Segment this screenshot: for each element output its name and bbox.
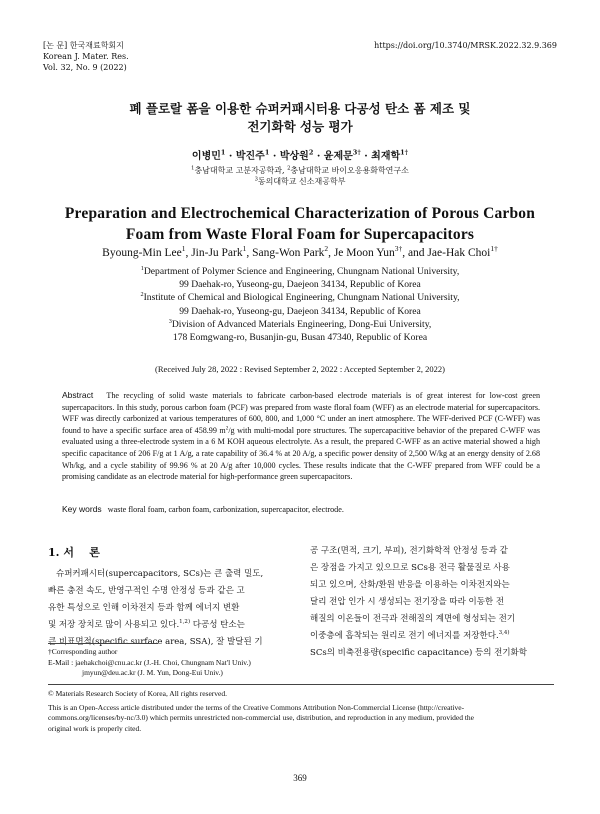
english-title <box>20 203 580 245</box>
affiliation-1-line2: 99 Daehak-ro, Yuseong-gu, Daejeon 34134, Republic of Korea <box>179 279 421 291</box>
abstract-block <box>62 390 540 483</box>
body-line: 이중층에 흡착되는 원리로 전기 에너지를 저장한다.$^{3,4)}$ <box>310 630 510 641</box>
body-line: 빠른 충전 속도, 반영구적인 수명 안정성 등과 같은 고 <box>48 586 245 596</box>
license-line: original work is properly cited. <box>48 723 142 733</box>
corresponding-footnote <box>48 647 308 679</box>
body-line: 및 저장 장치로 많이 사용되고 있다.$^{1,2)}$ 다공성 탄소는 <box>48 619 245 630</box>
affiliation-3-line1: $^3$Division of Advanced Materials Engineering, Dong-Eui University, <box>168 317 432 330</box>
page-number: 369 <box>293 773 307 783</box>
body-line: 슈퍼커패시터(supercapacitors, SCs)는 큰 출력 밀도, <box>56 569 264 579</box>
english-affiliations <box>30 265 570 344</box>
license-block <box>48 689 554 734</box>
body-line: 되고 있으며, 산화/환원 반응을 이용하는 이차전지와는 <box>310 580 510 590</box>
abstract-label: Abstract <box>62 390 94 400</box>
email-line-2: jmyun@deu.ac.kr (J. M. Yun, Dong-Eui Univ.) <box>82 668 223 677</box>
license-line: commons.org/licenses/by-nc/3.0) which permits unrestricted non-commercial use, distribution, and reproduction in any medium, provided the <box>48 713 475 722</box>
journal-name: Korean J. Mater. Res. <box>43 52 129 61</box>
corresponding-author-label: †Corresponding author <box>48 647 118 656</box>
korean-title-line2: 전기화학 성능 평가 <box>247 119 353 134</box>
copyright-line: © Materials Research Society of Korea, All rights reserved. <box>48 689 227 698</box>
received-dates: (Received July 28, 2022 : Revised September 2, 2022 : Accepted September 2, 2022) <box>155 364 445 374</box>
english-title-line2: Foam from Waste Floral Foam for Supercapacitors <box>125 226 475 243</box>
affiliation-3-line2: 178 Eomgwang-ro, Busanjin-gu, Busan 47340, Republic of Korea <box>172 332 428 344</box>
korean-authors: 이병민$^1$ · 박진주$^1$ · 박상원$^2$ · 윤제문$^{3\dagger}$ · 최재학$^{1\dagger}$ <box>191 148 409 162</box>
english-authors: Byoung-Min Lee$^1$, Jin-Ju Park$^1$, Sang-Won Park$^2$, Je Moon Yun$^{3\dagger}$, and Jae-Hak Choi$^{1\dagger}$ <box>102 244 498 259</box>
korean-affiliations <box>30 165 570 187</box>
license-divider <box>48 684 554 685</box>
body-right-column <box>310 543 554 662</box>
keywords-text: waste floral foam, carbon foam, carbonization, supercapacitor, electrode. <box>107 505 344 514</box>
email-line-1: E-Mail : jaehakchoi@cnu.ac.kr (J.-H. Choi, Chungnam Nat'l Univ.) <box>48 657 251 667</box>
footnote-divider <box>48 643 158 644</box>
body-line: SCs의 비축전용량(specific capacitance) 등의 전기화학 <box>310 648 527 658</box>
body-left-column <box>48 566 290 651</box>
korean-title-line1: 폐 플로랄 폼을 이용한 슈퍼커패시터용 다공성 탄소 폼 제조 및 <box>129 101 471 116</box>
license-line: This is an Open-Access article distributed under the terms of the Creative Commons Attribution Non-Commercial License (http://creative- <box>48 702 465 712</box>
body-line: 해질의 이온들이 전극과 전해질의 계면에 형성되는 전기 <box>310 614 516 624</box>
affiliation-1-line1: $^1$Department of Polymer Science and Engineering, Chungnam National University, <box>140 264 460 277</box>
korean-affiliation-1: $^1$충남대학교 고분자공학과, $^2$충남대학교 바이오응용화학연구소 <box>191 165 409 175</box>
english-title-line1: Preparation and Electrochemical Characterization of Porous Carbon <box>64 205 536 222</box>
article-type-label: [논 문] 한국재료학회지 <box>43 41 124 50</box>
keywords-label: Key words <box>62 504 102 514</box>
affiliation-2-line1: $^2$Institute of Chemical and Biological Engineering, Chungnam National University, <box>140 291 460 304</box>
volume-info: Vol. 32, No. 9 (2022) <box>43 63 127 72</box>
section-heading-introduction: 1. 서 론 <box>48 546 100 559</box>
journal-header <box>43 40 243 73</box>
affiliation-2-line2: 99 Daehak-ro, Yuseong-gu, Daejeon 34134, Republic of Korea <box>179 305 421 317</box>
body-line: 유한 특성으로 인해 이차전지 등과 함께 에너지 변환 <box>48 603 240 613</box>
body-line: 공 구조(면적, 크기, 부피), 전기화학적 안정성 등과 같 <box>310 546 508 556</box>
abstract-text: The recycling of solid waste materials to fabricate carbon-based electrode materials is of great interest for low-cost green supercapacitors. In this study, porous carbon foam (PCF) was prepared from waste floral foam (WFF) as an electrode material for supercapacitors. WFF was directly carbonized at various temperatures of 600, 800, and 1,000 °C under an inert atmosphere. The WFF-derived PCF (C-WFF) was found to have a specific surface area of 458.99 $m^2/g$ with multi-modal pore structures. The supercapacitive behavior of the prepared C-WFF was evaluated using a three-electrode system in a 6 M KOH aqueous electrolyte. As a result, the prepared C-WFF as an active material showed a high specific capacitance of 206 F/g at 1 A/g, a rate capability of 36.4 % at 20 A/g, a specific power density of 2,500 W/kg at an energy density of 2.68 Wh/kg, and a cycle stability of 99.96 % at 20 A/g after 10,000 cycles. These results indicate that the C-WFF prepared from WFF could be a promising candidate as an electrode material for high-performance green supercapacitors. <box>62 391 541 482</box>
body-line: 달리 전압 인가 시 생성되는 전기장을 따라 이동한 전 <box>310 597 505 607</box>
keywords-block <box>62 504 540 514</box>
body-line: 은 장점을 가지고 있으므로 SCs용 전극 활물질로 사용 <box>310 563 510 573</box>
korean-title <box>30 100 570 136</box>
korean-affiliation-2: $^3$동의대학교 신소재공학부 <box>254 176 346 186</box>
body-line: 큰 비표면적(specific surface area, SSA), 잘 발달된 기 <box>48 637 263 647</box>
doi-link[interactable]: https://doi.org/10.3740/MRSK.2022.32.9.369 <box>374 41 557 50</box>
